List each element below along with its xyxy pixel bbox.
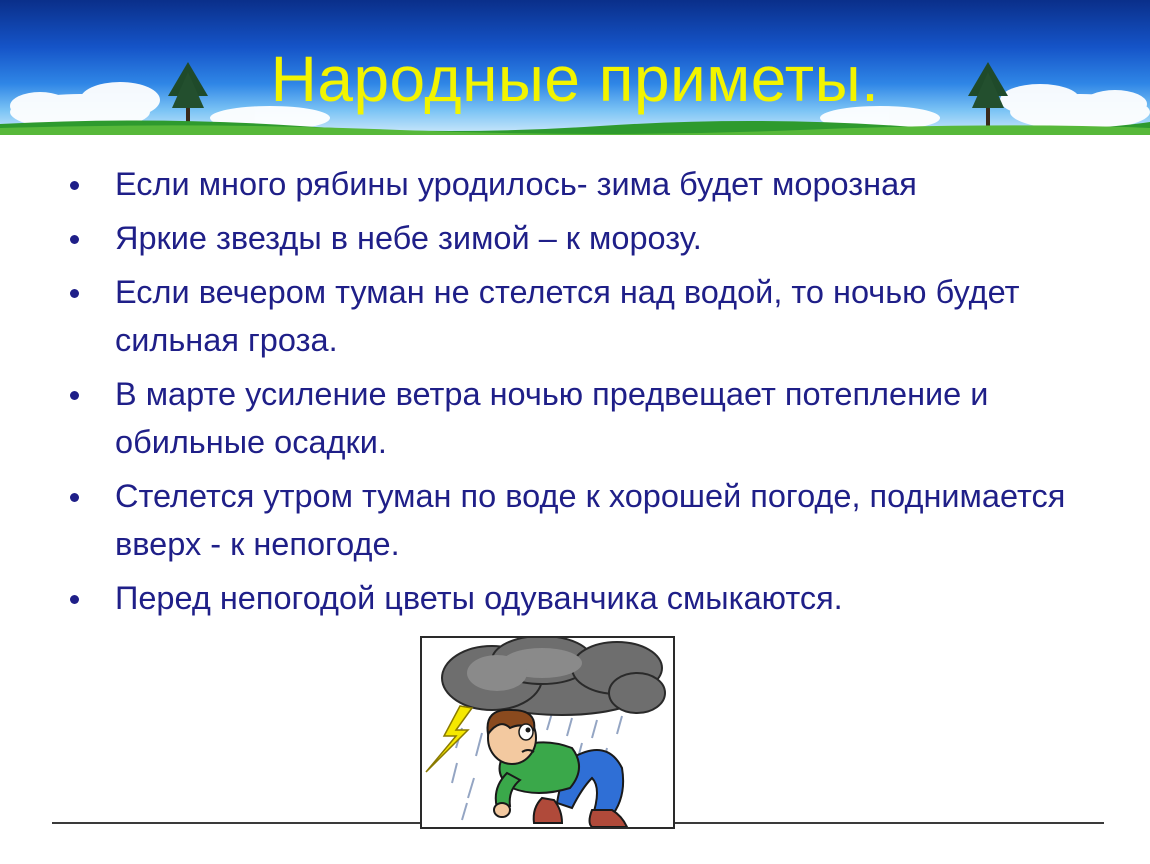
rain-illustration <box>420 636 675 829</box>
bullet-text: Если вечером туман не стелется над водой, то ночью будет сильная гроза. <box>115 274 1020 358</box>
bullet-item <box>68 370 1108 466</box>
bullet-dot-icon <box>70 391 79 400</box>
bullet-text: Яркие звезды в небе зимой – к морозу. <box>115 220 702 256</box>
bullet-dot-icon <box>70 181 79 190</box>
slide-title: Народные приметы. <box>270 43 880 115</box>
rain-cloud-man-icon <box>422 638 673 827</box>
bullet-text: Если много рябины уродилось- зима будет морозная <box>115 166 917 202</box>
bullet-text: Стелется утром туман по воде к хорошей погоде, поднимается вверх - к непогоде. <box>115 478 1066 562</box>
header-banner <box>0 0 1150 135</box>
bullet-list <box>68 160 1108 628</box>
bullet-item <box>68 214 1108 262</box>
bullet-dot-icon <box>70 595 79 604</box>
bullet-dot-icon <box>70 289 79 298</box>
bullet-item <box>68 472 1108 568</box>
bullet-text: Перед непогодой цветы одуванчика смыкаются. <box>115 580 843 616</box>
bullet-text: В марте усиление ветра ночью предвещает потепление и обильные осадки. <box>115 376 989 460</box>
bullet-dot-icon <box>70 235 79 244</box>
bullet-item <box>68 268 1108 364</box>
bullet-dot-icon <box>70 493 79 502</box>
bullet-item <box>68 574 1108 622</box>
bullet-item <box>68 160 1108 208</box>
